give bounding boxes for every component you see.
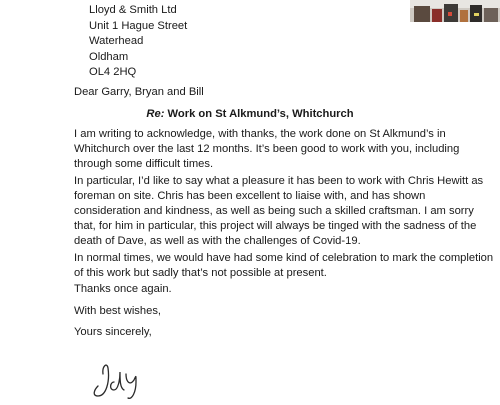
paragraph-thanks: Thanks once again. — [74, 283, 172, 295]
address-line1: Unit 1 Hague Street — [89, 19, 188, 32]
photo-image — [410, 0, 500, 22]
paragraph-line: foreman on site. Chris has been excellent to liaise with, and has shown — [74, 190, 426, 202]
subject-line — [0, 108, 500, 120]
address-line2: Waterhead — [89, 35, 144, 47]
header-photo — [410, 0, 500, 22]
address-company: Lloyd & Smith Ltd — [89, 4, 177, 16]
paragraph-line: through some difficult times. — [74, 158, 214, 170]
salutation: Dear Garry, Bryan and Bill — [74, 86, 204, 98]
paragraph-line: death of Dave, as well as with the challenges of Covid-19. — [74, 235, 361, 247]
subject-text: Work on St Alkmund’s, Whitchurch — [164, 108, 354, 120]
recipient-address — [89, 3, 187, 81]
paragraph-line: consideration and kindness, as well as being such a skilled craftsman. I am sorry — [74, 205, 474, 217]
closing-sincerely: Yours sincerely, — [74, 326, 152, 338]
signature-icon — [84, 360, 174, 400]
paragraph-line: that, for him in particular, this project will always be tinged with the sadness of the — [74, 220, 477, 232]
paragraph-line: of this work but sadly that’s not possible at present. — [74, 267, 327, 279]
address-town: Oldham — [89, 50, 129, 63]
paragraph-foreman — [74, 174, 484, 249]
paragraph-line: I am writing to acknowledge, with thanks, the work done on St Alkmund’s in — [74, 128, 446, 140]
closing-wishes: With best wishes, — [74, 305, 162, 317]
subject-prefix: Re: — [146, 108, 165, 120]
paragraph-celebration — [74, 251, 494, 281]
paragraph-line: Whitchurch over the last 12 months. It’s been good to work with you, including — [74, 143, 460, 155]
paragraph-line: In normal times, we would have had some kind of celebration to mark the completion — [74, 252, 494, 264]
paragraph-line: In particular, I’d like to say what a pleasure it has been to work with Chris Hewitt as — [74, 175, 484, 187]
address-postcode: OL4 2HQ — [89, 66, 137, 78]
paragraph-acknowledgement — [74, 127, 484, 172]
